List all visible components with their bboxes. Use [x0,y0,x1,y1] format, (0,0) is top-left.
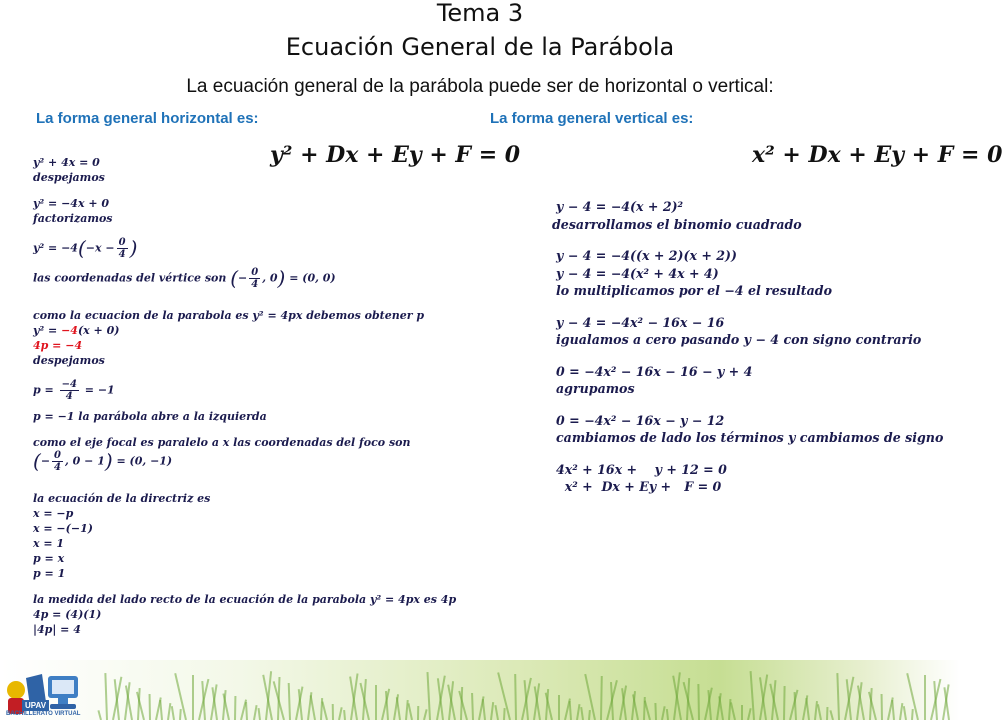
grass-blade [104,673,108,720]
vertical-steps [552,198,944,496]
grass-blade [783,686,786,720]
grass-blade [375,685,377,720]
step-line: x = 1 [33,537,65,550]
grass-blade [817,704,822,720]
step-line: despejamos [33,354,105,367]
step-line: p = −1 la parábola abre a la izquierda [33,410,267,423]
grass-blade [288,683,291,720]
step-line: agrupamos [556,381,635,396]
vertical-heading: La forma general vertical es: [490,110,694,127]
grass-blade [826,707,828,720]
grass-blade [747,708,752,720]
step-line: como la ecuacion de la parabola es y² = 4px debemos obtener p [33,309,425,322]
grass-blade [514,674,517,720]
fraction-denominator: 4 [251,279,259,290]
step-line: (− $\frac{0}{4}$ , 0 − 1) = (0, −1) [33,449,173,473]
grass-blade [911,709,914,720]
step-line: y − 4 = −4(x + 2)² [556,199,684,214]
step-line: las coordenadas del vértice son (− $\frac{0}{4}$ , 0) = (0, 0) [33,266,336,290]
logo-subtitle: BACHILLERATO VIRTUAL [6,711,81,717]
grass-blade [471,693,474,720]
fraction [249,267,260,290]
step-text: y² = [33,324,62,337]
step-text: = −1 [84,383,115,397]
fraction-denominator: 4 [65,391,73,402]
fraction [60,379,79,402]
grass-blade [427,672,432,720]
step-text: las coordenadas del vértice son [33,271,227,285]
grass-blade [332,704,334,720]
grass-blade [568,701,571,720]
grass-blade [924,675,926,720]
step-line: x² + Dx + Ey + F = 0 [556,479,722,494]
step-text: , 0 [262,271,278,285]
grass-blade [234,696,236,720]
grass-blade [718,696,724,720]
grass-blade [588,710,591,720]
logo-text: UPAV [25,701,47,710]
grass-blade [396,697,401,720]
step-line: x = −p [33,507,74,520]
step-text: −x − [85,241,115,255]
step-text: y² = −4 [33,241,78,255]
grass-blade [159,700,163,720]
grass-blade [343,710,346,720]
step-line: y − 4 = −4(x² + 4x + 4) [556,265,719,281]
grass-blade [148,694,150,720]
grass-blade [423,709,428,720]
grass-blade [482,699,486,720]
step-line: lo multiplicamos por el −4 el resultado [556,283,832,298]
step-line: p = 1 [33,567,66,580]
step-line: la ecuación de la directriz es [33,492,211,505]
step-line: x = −(−1) [33,522,93,535]
step-line: y − 4 = −4((x + 2)(x + 2)) [556,248,737,263]
grass-blade [697,684,700,720]
grass-blade [836,673,840,720]
fraction-numerator: 0 [118,237,126,248]
step-line: y² = −4(−x − $\frac{0}{4}$ ) [33,236,138,260]
page-title: Ecuación General de la Parábola [285,33,675,61]
step-line [33,379,456,409]
fraction-numerator: 0 [251,267,259,278]
fraction-numerator: −4 [61,379,77,390]
horizontal-heading: La forma general horizontal es: [36,110,259,127]
step-line: y² = −4x + 0 [33,197,110,210]
grass-blade [741,705,743,720]
step-line: cambiamos de lado los términos y cambiamos de signo [556,430,944,445]
footer-grass-band [0,660,960,720]
step-line: y² + 4x = 0 [33,156,100,169]
grass-blade [558,695,560,720]
grass-blade [97,710,102,720]
grass-blade [494,705,499,720]
step-line: igualamos a cero pasando y − 4 con signo contrario [556,332,922,347]
step-text: , 0 − 1 [65,454,105,468]
step-text: = (0, −1) [116,454,173,468]
grass-blade [417,706,419,720]
grass-blade [338,707,343,720]
step-line: p = x [33,552,65,565]
step-line: como el eje focal es paralelo a x las coordenadas del foco son [33,436,411,449]
grass-blade [253,705,258,720]
grass-blade [580,707,584,720]
step-line: 0 = −4x² − 16x − y − 12 [556,412,725,428]
step-line: desarrollamos el binomio cuadrado [552,216,802,232]
grass-blade [600,676,603,720]
fraction-denominator: 4 [118,249,126,260]
grass-blade [880,694,882,720]
grass-blade [655,703,658,720]
grass-blade [666,709,669,720]
grass-blade [171,706,175,720]
topic-title: Tema 3 [436,0,524,27]
logo-label [22,700,49,711]
grass-blade [891,700,895,720]
grass-blade [179,709,182,720]
fraction-numerator: 0 [54,450,61,461]
highlight-text: −4 [61,324,78,337]
fraction-denominator: 4 [54,462,61,473]
grass-blade [903,706,907,720]
grass-blade [730,702,736,720]
step-text: = (0, 0) [289,271,336,285]
grass-blade [192,675,194,720]
step-line: 4p = (4)(1) [33,608,102,621]
step-line: factorizamos [33,212,113,225]
vertical-general-equation: x² + Dx + Ey + F = 0 [752,142,1002,168]
step-line: despejamos [33,171,105,184]
horizontal-general-equation: y² + Dx + Ey + F = 0 [270,142,521,168]
step-text: p = [33,383,54,397]
step-text: (x + 0) [77,324,120,337]
grass-blade [829,710,834,720]
step-line: 0 = −4x² − 16x − 16 − y + 4 [556,363,753,379]
grass-blade [257,708,260,720]
step-line: |4p| = 4 [33,623,81,636]
fraction [52,450,63,473]
grass-blade [503,708,506,720]
step-line: la medida del lado recto de la ecuación de la parabola y² = 4px es 4p [33,593,457,606]
horizontal-steps [33,155,456,637]
fraction [117,237,128,260]
step-line: 4p = −4 [33,339,83,352]
step-line [33,323,456,338]
subtitle: La ecuación general de la parábola puede ser de horizontal o vertical: [186,76,774,97]
grass-blade [245,702,248,720]
step-line: y − 4 = −4x² − 16x − 16 [556,314,725,330]
step-line: 4x² + 16x + y + 12 = 0 [556,461,727,477]
grass-blade [408,703,413,720]
